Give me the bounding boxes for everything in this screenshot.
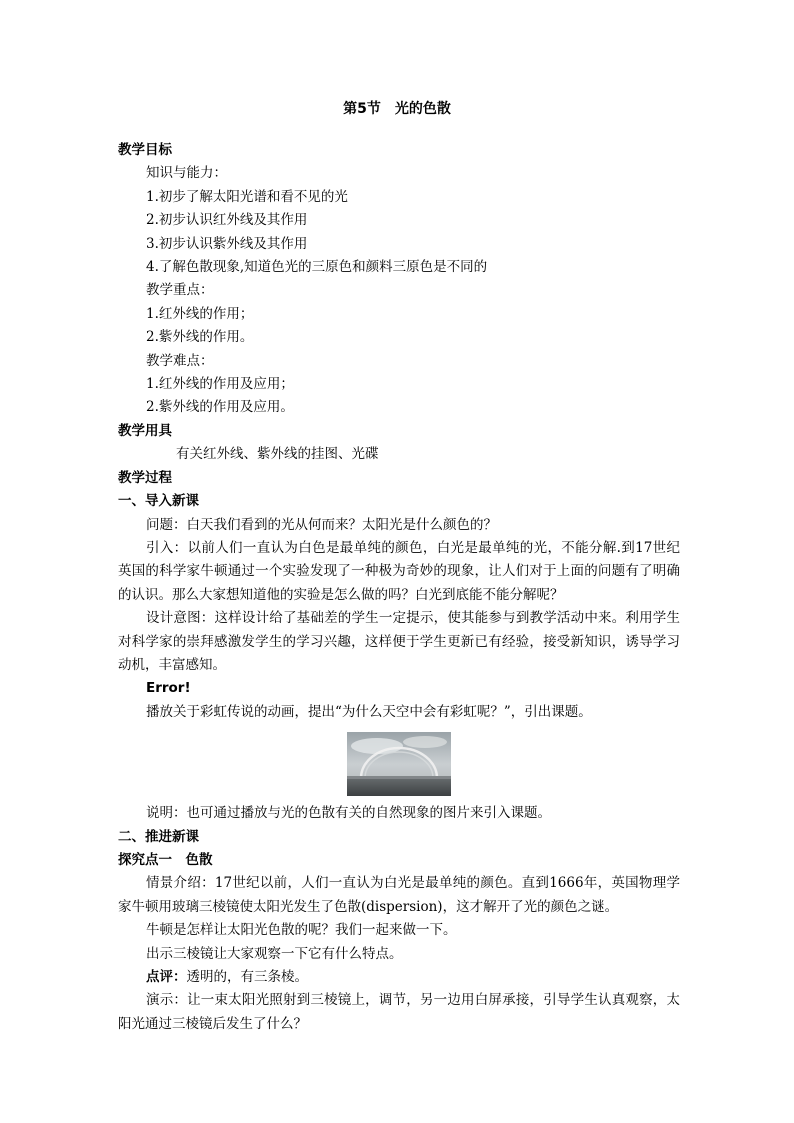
objective-item: 3.初步认识紫外线及其作用 <box>146 235 308 252</box>
comment-paragraph <box>118 966 680 989</box>
note-paragraph: 说明：也可通过播放与光的色散有关的自然现象的图片来引入课题。 <box>146 805 551 822</box>
key-points-label: 教学重点： <box>146 282 214 299</box>
knowledge-label: 知识与能力： <box>146 165 227 182</box>
intro-paragraph: 引入：以前人们一直认为白色是最单纯的颜色，白光是最单纯的光，不能分解.到17世纪英国的科学家牛顿通过一个实验发现了一种极为奇妙的现象，让人们对于上面的问题有了明确的认识。那么大家想知道他的实验是怎么做的吗？白光到底能不能分解呢？ <box>118 539 680 603</box>
demo-paragraph: 演示：让一束太阳光照射到三棱镜上，调节，另一边用白屏承接，引导学生认真观察，太阳光通过三棱镜后发生了什么？ <box>118 992 680 1032</box>
process-heading: 教学过程 <box>118 469 172 486</box>
section2-heading: 二、推进新课 <box>118 828 199 845</box>
question-paragraph: 问题：白天我们看到的光从何而来？太阳光是什么颜色的？ <box>146 516 497 533</box>
page-title: 第5节 光的色散 <box>343 101 451 117</box>
comment-text: 透明的，有三条棱。 <box>186 969 308 985</box>
play-paragraph: 播放关于彩虹传说的动画，提出“为什么天空中会有彩虹呢？”，引出课题。 <box>146 703 592 720</box>
difficulties-label: 教学难点： <box>146 352 214 369</box>
newton-question: 牛顿是怎样让太阳光色散的呢？我们一起来做一下。 <box>146 922 457 939</box>
difficulty-item: 2.紫外线的作用及应用。 <box>146 399 294 416</box>
objective-item: 4.了解色散现象,知道色光的三原色和颜料三原色是不同的 <box>146 259 488 276</box>
scenario-paragraph: 情景介绍：17世纪以前，人们一直认为白光是最单纯的颜色。直到1666年，英国物理学家牛顿用玻璃三棱镜使太阳光发生了色散(dispersion)，这才解开了光的颜色之谜。 <box>118 875 680 915</box>
key-point-item: 2.紫外线的作用。 <box>146 329 254 346</box>
explore-heading: 探究点一 色散 <box>118 851 213 868</box>
document-body <box>118 139 680 1036</box>
key-point-item: 1.红外线的作用； <box>146 305 254 322</box>
tools-heading: 教学用具 <box>118 422 172 439</box>
prism-paragraph: 出示三棱镜让大家观察一下它有什么特点。 <box>146 945 403 962</box>
design-paragraph: 设计意图：这样设计给了基础差的学生一定提示，使其能参与到教学活动中来。利用学生对科学家的崇拜感激发学生的学习兴趣，这样便于学生更新已有经验，接受新知识，诱导学习动机，丰富感知。 <box>118 610 680 673</box>
objective-item: 1.初步了解太阳光谱和看不见的光 <box>146 188 348 205</box>
objectives-heading: 教学目标 <box>118 142 172 158</box>
rainbow-image <box>118 728 680 800</box>
comment-label: 点评： <box>146 969 187 985</box>
section1-heading: 一、导入新课 <box>118 493 199 510</box>
objective-item: 2.初步认识红外线及其作用 <box>146 212 308 229</box>
difficulty-item: 1.红外线的作用及应用； <box>146 376 294 393</box>
tools-text: 有关红外线、紫外线的挂图、光碟 <box>176 446 379 463</box>
error-text: Error! <box>146 680 191 697</box>
rainbow-photo <box>347 732 451 796</box>
